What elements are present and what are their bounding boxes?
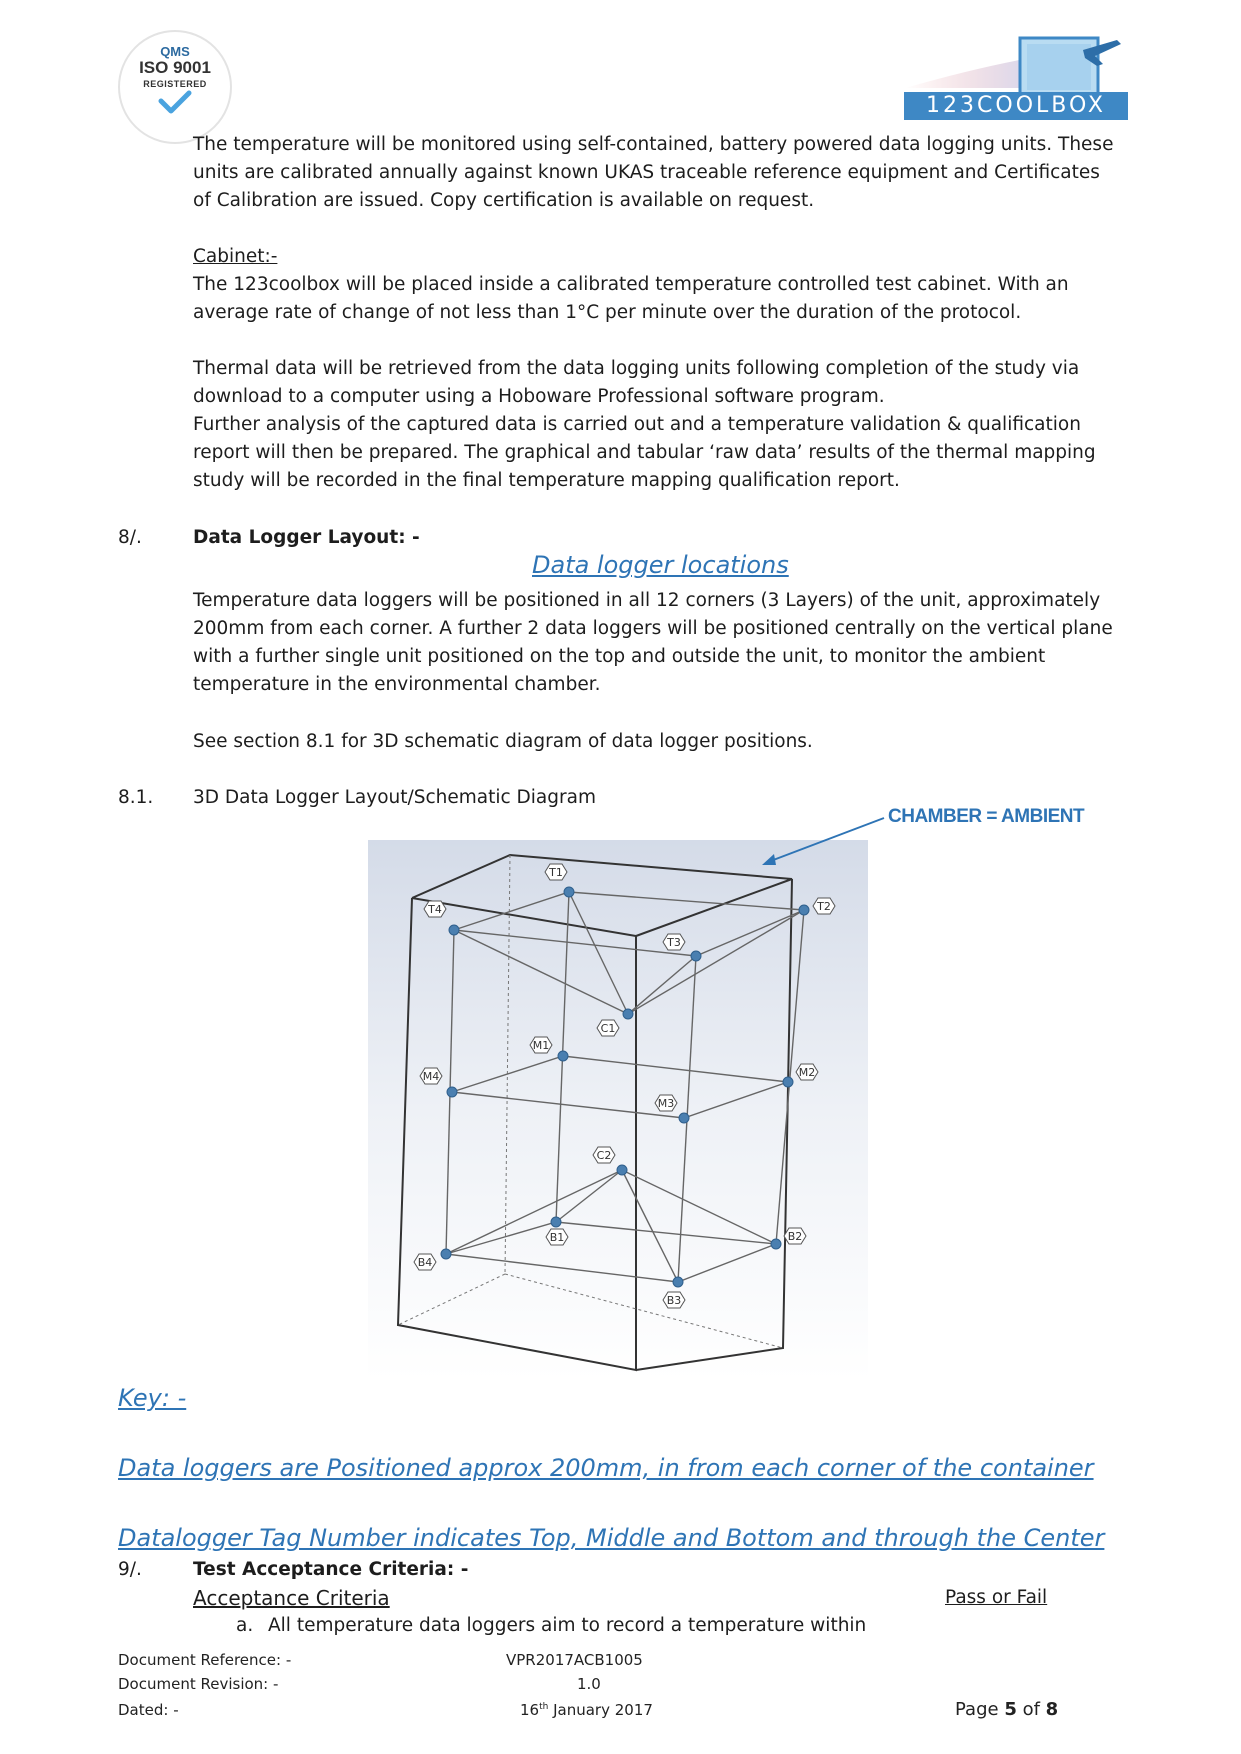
cabinet-line: The 123coolbox will be placed inside a calibrated temperature controlled test cabinet. With an	[193, 274, 1069, 295]
thermal-data-paragraph	[193, 355, 1133, 495]
section-8-line: temperature in the environmental chamber.	[193, 674, 601, 695]
cabinet-line: average rate of change of not less than 1°C per minute over the duration of the protocol.	[193, 302, 1022, 323]
svg-text:T1: T1	[549, 866, 563, 879]
logger-dot-m2	[783, 1077, 793, 1087]
label-t3	[663, 934, 685, 950]
criteria-item-a: All temperature data loggers aim to record a temperature within	[268, 1615, 867, 1636]
iso-text: ISO 9001	[139, 58, 211, 77]
section-9-title: Test Acceptance Criteria: -	[193, 1559, 469, 1580]
section-8-paragraph	[193, 587, 1133, 699]
page-number: Page 5 of 8	[955, 1699, 1059, 1720]
label-m1	[530, 1037, 552, 1053]
logger-dot-t4	[449, 925, 459, 935]
svg-text:B4: B4	[417, 1256, 433, 1269]
thermal-line: study will be recorded in the final temperature mapping qualification report.	[193, 470, 900, 491]
logger-dot-b4	[441, 1249, 451, 1259]
key-line-tag-number: Datalogger Tag Number indicates Top, Middle and Bottom and through the Center	[118, 1524, 1105, 1552]
section-9-number: 9/.	[118, 1559, 142, 1580]
label-b3	[663, 1292, 685, 1308]
thermal-line: report will then be prepared. The graphical and tabular ‘raw data’ results of the thermal mapping	[193, 442, 1096, 463]
label-m2	[796, 1064, 818, 1080]
logger-dot-t2	[799, 905, 809, 915]
label-b4	[414, 1254, 436, 1270]
registered-text: REGISTERED	[143, 79, 207, 89]
cabinet-heading: Cabinet:-	[193, 246, 278, 267]
section-81-title: 3D Data Logger Layout/Schematic Diagram	[193, 787, 596, 808]
logger-dot-t3	[691, 951, 701, 961]
checkmark-icon	[155, 89, 195, 115]
logo-wordmark: 123COOLBOX	[904, 92, 1128, 120]
intro-line: units are calibrated annually against known UKAS traceable reference equipment and Certificates	[193, 162, 1100, 183]
logger-dot-b3	[673, 1277, 683, 1287]
see-section-note: See section 8.1 for 3D schematic diagram of data logger positions.	[193, 731, 813, 752]
label-c2	[593, 1147, 615, 1163]
logger-dot-t1	[564, 887, 574, 897]
logger-dot-m4	[447, 1087, 457, 1097]
label-t4	[424, 901, 446, 917]
key-heading: Key: -	[118, 1384, 187, 1412]
label-b1	[546, 1229, 568, 1245]
acceptance-criteria-heading: Acceptance Criteria	[193, 1586, 390, 1610]
svg-text:T3: T3	[667, 936, 681, 949]
label-b2	[784, 1228, 806, 1244]
section-8-line: with a further single unit positioned on the top and outside the unit, to monitor the ambient	[193, 646, 1046, 667]
iso-9001-badge	[118, 30, 232, 144]
label-m4	[420, 1068, 442, 1084]
section-8-title: Data Logger Layout: -	[193, 527, 420, 548]
svg-text:B1: B1	[549, 1231, 565, 1244]
footer-dated-label: Dated: -	[118, 1701, 179, 1719]
pass-or-fail-heading: Pass or Fail	[945, 1587, 1048, 1608]
thermal-line: Thermal data will be retrieved from the data logging units following completion of the study via	[193, 358, 1080, 379]
svg-text:T2: T2	[817, 900, 831, 913]
logger-dot-m1	[558, 1051, 568, 1061]
logger-dot-m3	[679, 1113, 689, 1123]
svg-text:M1: M1	[532, 1039, 550, 1052]
chamber-ambient-label: CHAMBER = AMBIENT	[888, 806, 1085, 827]
footer-ref-label: Document Reference: -	[118, 1651, 292, 1669]
thermal-line: Further analysis of the captured data is carried out and a temperature validation & qualification	[193, 414, 1081, 435]
svg-text:B3: B3	[666, 1294, 682, 1307]
label-t2	[813, 898, 835, 914]
svg-text:C1: C1	[600, 1022, 616, 1035]
logger-dot-c2	[617, 1165, 627, 1175]
logger-dot-b2	[771, 1239, 781, 1249]
section-81-number: 8.1.	[118, 787, 154, 808]
data-logger-locations-heading: Data logger locations	[532, 551, 789, 579]
thermal-line: download to a computer using a Hoboware Professional software program.	[193, 386, 885, 407]
svg-text:M3: M3	[657, 1097, 675, 1110]
intro-line: The temperature will be monitored using self-contained, battery powered data logging units. These	[193, 134, 1114, 155]
logger-dot-b1	[551, 1217, 561, 1227]
criteria-item-marker: a.	[236, 1615, 254, 1636]
logger-dot-c1	[623, 1009, 633, 1019]
footer-rev-value: 1.0	[577, 1675, 601, 1693]
section-8-number: 8/.	[118, 527, 142, 548]
svg-text:T4: T4	[428, 903, 442, 916]
svg-text:B2: B2	[787, 1230, 803, 1243]
footer-ref-value: VPR2017ACB1005	[506, 1651, 643, 1669]
section-8-line: Temperature data loggers will be positioned in all 12 corners (3 Layers) of the unit, approximately	[193, 590, 1101, 611]
intro-paragraph	[193, 131, 1133, 215]
footer-rev-label: Document Revision: -	[118, 1675, 279, 1693]
svg-text:M2: M2	[798, 1066, 816, 1079]
cabinet-section	[193, 243, 1133, 327]
section-8-line: 200mm from each corner. A further 2 data loggers will be positioned centrally on the vertical plane	[193, 618, 1113, 639]
label-c1	[597, 1020, 619, 1036]
label-t1	[545, 864, 567, 880]
label-m3	[655, 1095, 677, 1111]
footer-dated-value: 16th January 2017	[520, 1701, 653, 1719]
logger-schematic-diagram	[360, 810, 890, 1380]
intro-line: of Calibration are issued. Copy certification is available on request.	[193, 190, 815, 211]
svg-text:C2: C2	[596, 1149, 612, 1162]
qms-text: QMS	[160, 44, 190, 59]
svg-text:M4: M4	[422, 1070, 440, 1083]
key-line-positioning: Data loggers are Positioned approx 200mm, in from each corner of the container	[118, 1454, 1094, 1482]
